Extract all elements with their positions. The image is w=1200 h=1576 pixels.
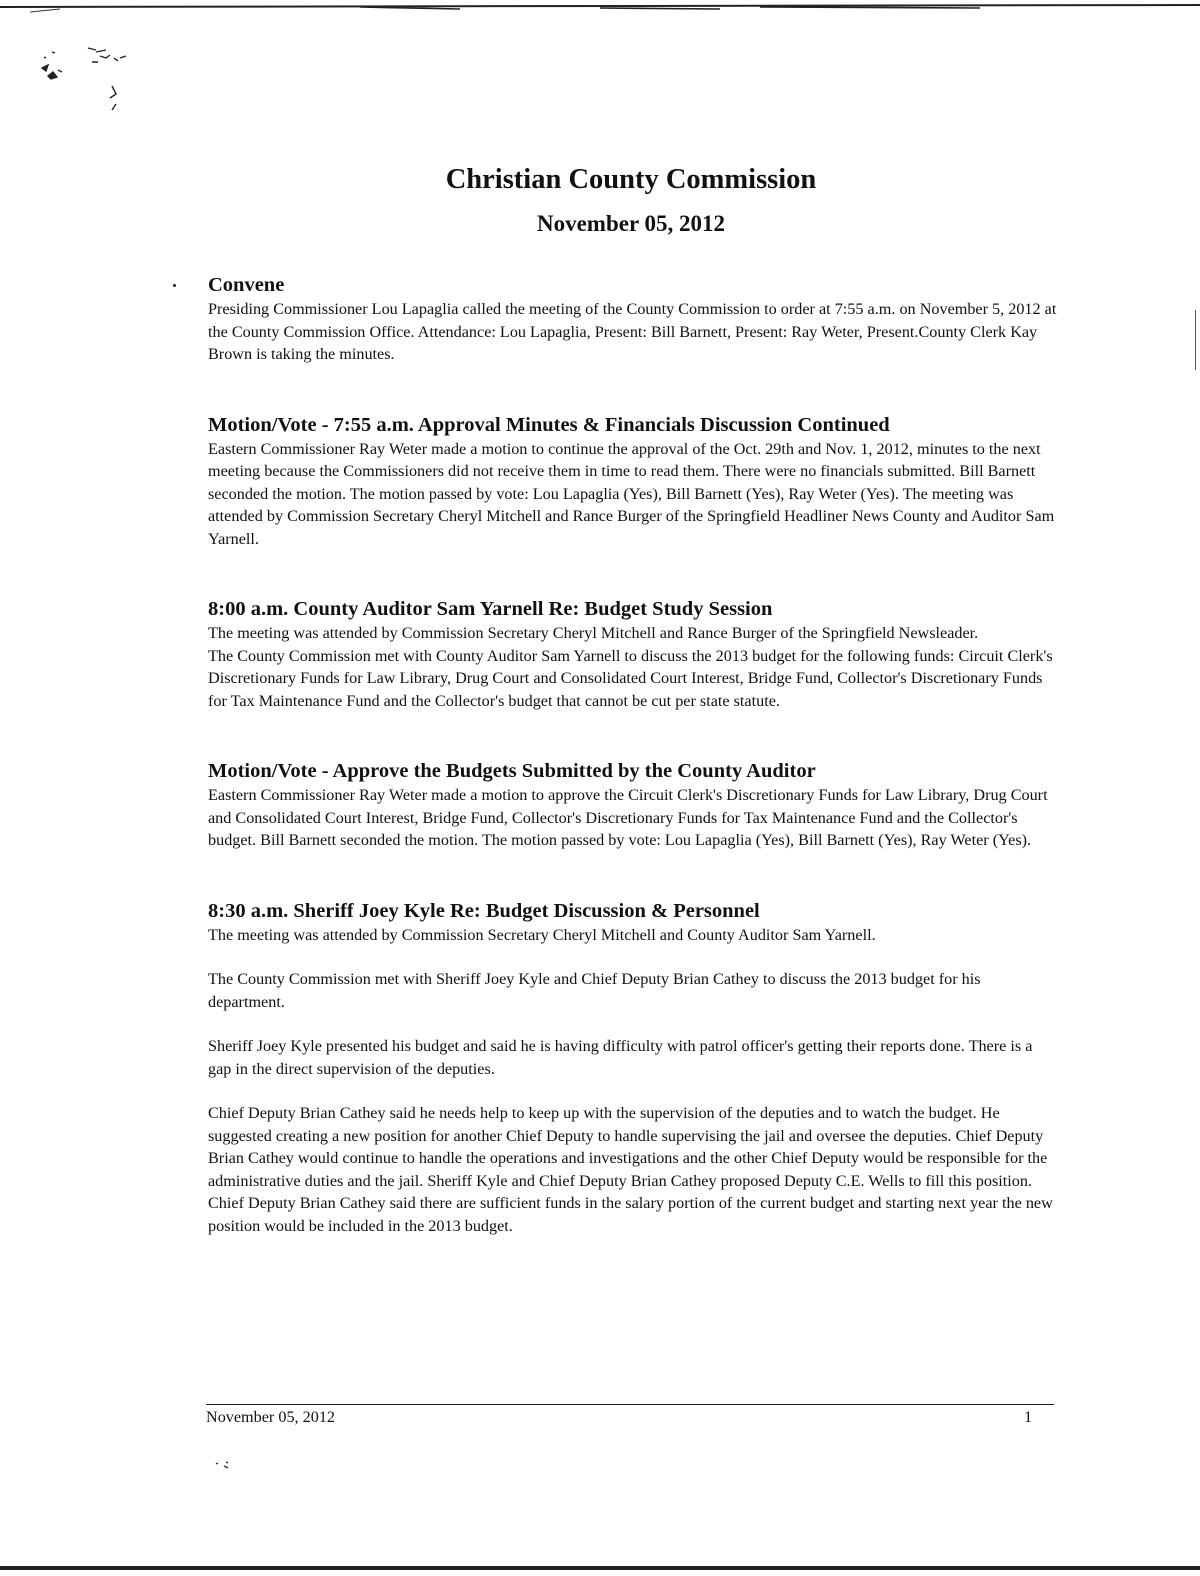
section-convene (208, 272, 1058, 366)
section-paragraph: Chief Deputy Brian Cathey said he needs help to keep up with the supervision of the deputies and to watch the budget. He suggested creating a new position for another Chief Deputy to handle supervising the jail and oversee the deputies. Chief Deputy Brian Cathey would continue to handle the operations and investigations and the other Chief Deputy would be responsible for the administrative duties and the jail. Sheriff Kyle and Chief Deputy Brian Cathey proposed Deputy C.E. Wells to fill this position. Chief Deputy Brian Cathey said there are sufficient funds in the salary portion of the current budget and starting next year the new position would be included in the 2013 budget. (208, 1104, 1053, 1235)
scan-top-rule (0, 0, 1200, 22)
section-paragraph: Presiding Commissioner Lou Lapaglia called the meeting of the County Commission to order at 7:55 a.m. on November 5, 2012 at the County Commission Office. Attendance: Lou Lapaglia, Present: Bill Barnett, Present: Ray Weter, Present.County Clerk Kay Brown is taking the minutes. (208, 300, 1057, 363)
scan-specks-bottom (212, 1458, 236, 1472)
scan-right-edge-mark (1189, 310, 1196, 370)
section-motion-approve-budgets (208, 758, 1058, 852)
section-paragraph: The County Commission met with County Auditor Sam Yarnell to discuss the 2013 budget for the following funds: Circuit Clerk's Discretionary Funds for Law Library, Drug Court and Consolidated Court Interest, Bridge Fund, Collector's Discretionary Funds for Tax Maintenance Fund and the Collector's budget that cannot be cut per state statute. (208, 646, 1053, 710)
section-heading: Convene (208, 274, 285, 296)
bullet-dot (173, 284, 176, 287)
scan-bottom-edge (0, 1566, 1200, 1570)
footer-date: November 05, 2012 (206, 1408, 336, 1426)
section-paragraph: The meeting was attended by Commission Secretary Cheryl Mitchell and County Auditor Sam Yarnell. (208, 925, 876, 944)
section-auditor-budget-study (208, 596, 1058, 712)
section-paragraph: The County Commission met with Sheriff Joey Kyle and Chief Deputy Brian Cathey to discuss the 2013 budget for his department. (208, 970, 981, 1011)
document-date: November 05, 2012 (536, 211, 726, 236)
section-paragraph: The meeting was attended by Commission Secretary Cheryl Mitchell and Rance Burger of the Springfield Newsleader. (208, 624, 979, 642)
section-paragraph: Sheriff Joey Kyle presented his budget and said he is having difficulty with patrol officer's getting their reports done. There is a gap in the direct supervision of the deputies. (208, 1037, 1033, 1078)
section-heading: 8:00 a.m. County Auditor Sam Yarnell Re: Budget Study Session (208, 598, 773, 620)
section-paragraph: Eastern Commissioner Ray Weter made a motion to continue the approval of the Oct. 29th and Nov. 1, 2012, minutes to the next meeting because the Commissioners did not receive them in time to read them. There were no financials submitted. Bill Barnett seconded the motion. The motion passed by vote: Lou Lapaglia (Yes), Bill Barnett (Yes), Ray Weter (Yes). The meeting was attended by Commission Secretary Cheryl Mitchell and Rance Burger of the Springfield Headliner News County and Auditor Sam Yarnell. (208, 439, 1055, 548)
document-header (0, 158, 1200, 242)
section-heading: Motion/Vote - 7:55 a.m. Approval Minutes & Financials Discussion Continued (208, 413, 890, 436)
section-motion-approval-minutes (208, 412, 1058, 551)
section-heading: 8:30 a.m. Sheriff Joey Kyle Re: Budget Discussion & Personnel (208, 899, 760, 922)
minutes-body (208, 272, 1058, 1237)
section-sheriff-budget-personnel (208, 898, 1058, 1238)
document-title: Christian County Commission (445, 164, 817, 195)
section-paragraph: Eastern Commissioner Ray Weter made a motion to approve the Circuit Clerk's Discretionary Funds for Law Library, Drug Court and Consolidated Court Interest, Bridge Fund, Collector's Discretionary Funds for Tax Maintenance Fund and the Collector's budget. Bill Barnett seconded the motion. The motion passed by vote: Lou Lapaglia (Yes), Bill Barnett (Yes), Ray Weter (Yes). (208, 786, 1048, 849)
footer-rule (206, 1404, 1054, 1405)
footer-page-number: 1 (1024, 1408, 1033, 1426)
scan-specks (30, 40, 140, 115)
section-heading: Motion/Vote - Approve the Budgets Submitted by the County Auditor (208, 760, 816, 782)
